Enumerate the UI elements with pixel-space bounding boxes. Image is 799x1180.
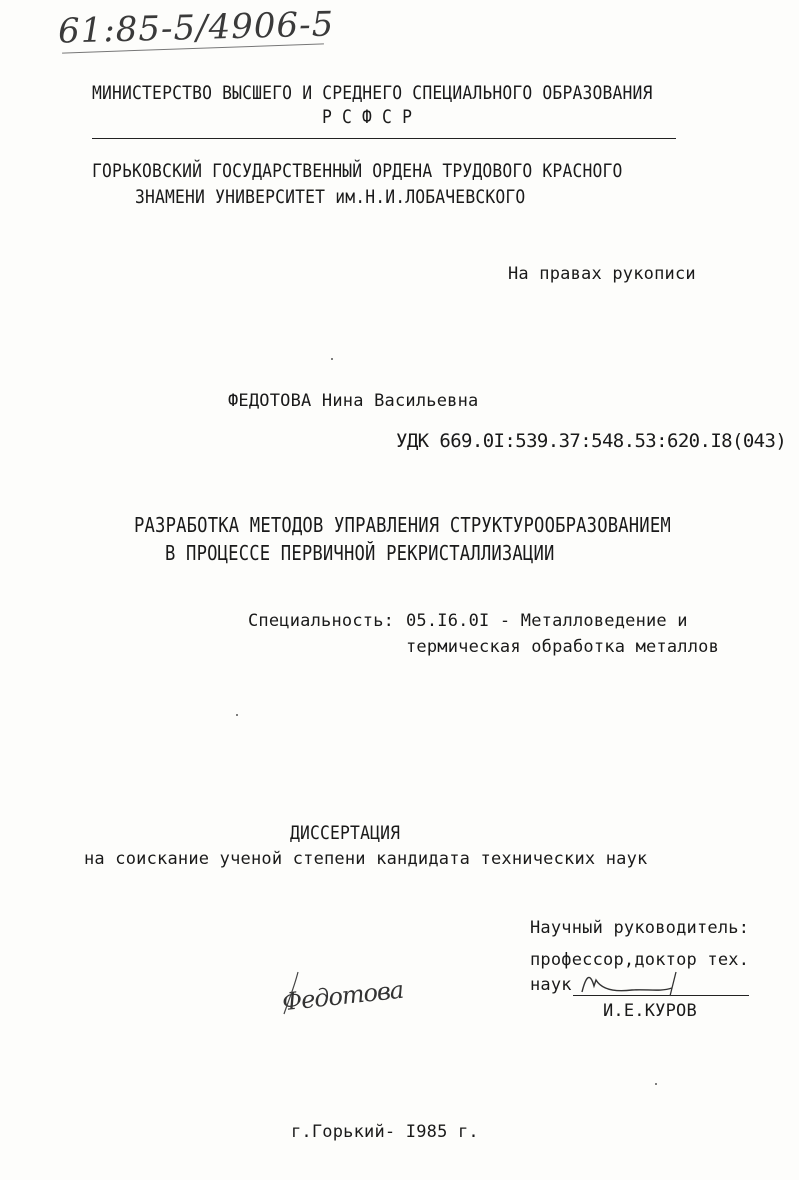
supervisor-name: И.Е.КУРОВ <box>603 1001 697 1021</box>
header-divider <box>92 138 676 139</box>
dissertation-title-line-1: РАЗРАБОТКА МЕТОДОВ УПРАВЛЕНИЯ СТРУКТУРООБРАЗОВАНИЕМ <box>134 513 671 537</box>
specialty-label: Специальность: <box>248 611 395 631</box>
manuscript-rights: На правах рукописи <box>508 264 696 284</box>
udk-code: УДК 669.0I:539.37:548.53:620.I8(043) <box>396 430 787 452</box>
author-name: ФЕДОТОВА Нина Васильевна <box>228 391 479 411</box>
republic-name: Р С Ф С Р <box>322 106 413 128</box>
dissertation-subtitle: на соискание ученой степени кандидата технических наук <box>84 849 648 869</box>
supervisor-label: Научный руководитель: <box>530 918 750 938</box>
ministry-name: МИНИСТЕРСТВО ВЫСШЕГО И СРЕДНЕГО СПЕЦИАЛЬНОГО ОБРАЗОВАНИЯ <box>92 82 653 104</box>
university-line-2: ЗНАМЕНИ УНИВЕРСИТЕТ им.Н.И.ЛОБАЧЕВСКОГО <box>135 186 526 208</box>
specialty-line-2: термическая обработка металлов <box>406 637 720 657</box>
dissertation-heading: ДИССЕРТАЦИЯ <box>290 822 401 844</box>
supervisor-title-continued: наук <box>530 975 572 995</box>
university-line-1: ГОРЬКОВСКИЙ ГОСУДАРСТВЕННЫЙ ОРДЕНА ТРУДОВОГО КРАСНОГО <box>92 160 623 182</box>
speck <box>655 1083 657 1085</box>
speck <box>236 714 238 716</box>
supervisor-title: профессор,доктор тех. <box>530 950 750 970</box>
specialty-line-1: 05.I6.0I - Металловедение и <box>406 611 688 631</box>
speck <box>331 358 333 360</box>
place-and-year: г.Горький- I985 г. <box>291 1122 479 1142</box>
dissertation-title-line-2: В ПРОЦЕССЕ ПЕРВИЧНОЙ РЕКРИСТАЛЛИЗАЦИИ <box>165 541 555 565</box>
author-signature: Федотова <box>280 975 405 1017</box>
author-signature-flourish <box>280 968 320 1018</box>
archive-mark: 61:85-5/4906-5 <box>57 4 335 52</box>
supervisor-signature <box>572 962 692 1002</box>
